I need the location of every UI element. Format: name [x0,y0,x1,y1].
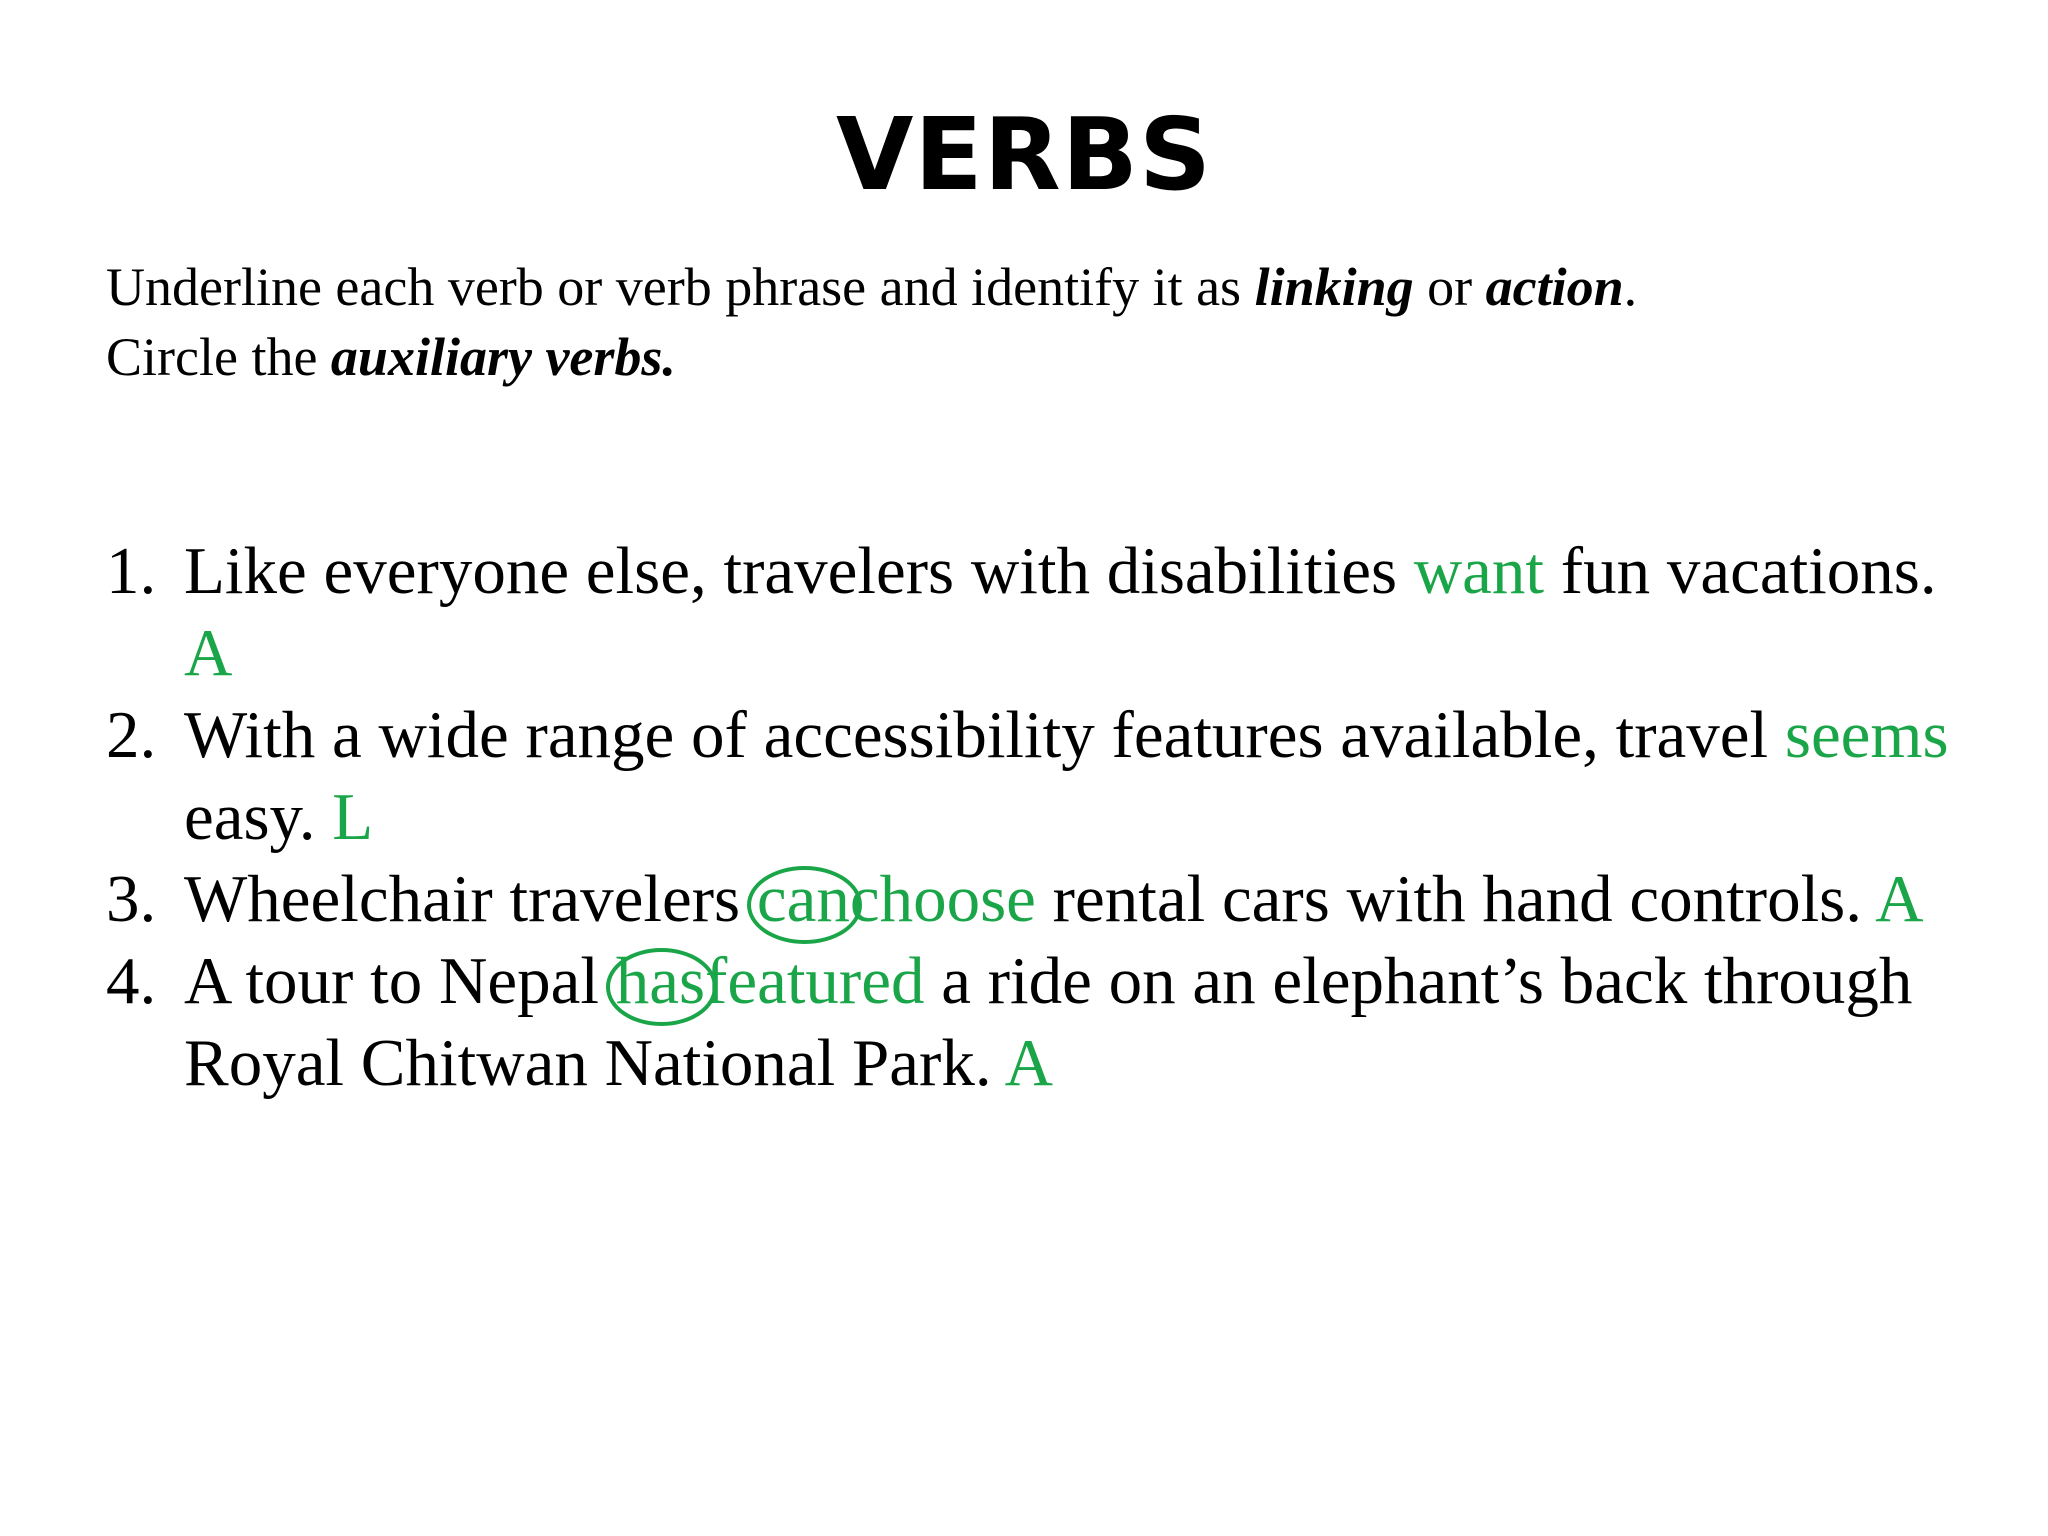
exercise-item-3 [106,858,1966,940]
verb-answer: seems [1784,698,1949,772]
verb-type-answer: L [332,780,374,854]
exercise-item-1 [106,530,1966,694]
verb-type-answer: A [1875,862,1924,936]
exercise-item-4 [106,940,1966,1104]
action-term: action [1485,257,1624,317]
instructions-period: . [1623,257,1638,317]
exercise-item-2 [106,694,1966,858]
linking-term: linking [1254,257,1414,317]
verb-answer: featured [705,944,925,1018]
sentence-text: A tour to Nepal [184,944,616,1018]
item-number: 1. [106,534,157,608]
auxiliary-verb-circled [757,858,850,940]
sentence-text: fun vacations. [1544,534,1937,608]
sentence-text: Like everyone else, travelers with disabilities [184,534,1414,608]
item-sentence [184,694,1966,858]
sentence-text: a ride on an elephant’s back through Royal Chitwan National Park. [184,944,1913,1100]
instructions-text-2: Circle the [106,327,331,387]
item-number: 2. [106,698,157,772]
item-sentence [184,940,1966,1104]
slide-title: VERBS [836,96,1212,213]
instructions-line-2 [106,322,1966,392]
sentence-text: rental cars with hand controls. [1035,862,1876,936]
auxiliary-verb: has [615,944,706,1018]
sentence-text: easy. [184,780,333,854]
sentence-text: Wheelchair travelers [184,862,757,936]
instructions-text: Underline each verb or verb phrase and identify it as [106,257,1255,317]
auxiliary-verb: can [756,862,850,936]
verb-type-answer: A [184,616,233,690]
instructions-line-1 [106,252,1966,322]
item-sentence [184,530,1966,694]
item-number: 4. [106,944,157,1018]
sentence-text: With a wide range of accessibility features available, travel [184,698,1785,772]
instructions-or: or [1413,257,1486,317]
item-sentence [184,858,1966,940]
verb-answer: choose [849,862,1036,936]
instructions [106,252,1966,392]
item-number: 3. [106,862,157,936]
auxiliary-term: auxiliary verbs. [330,327,676,387]
verb-answer: want [1413,534,1545,608]
auxiliary-verb-circled [616,940,705,1022]
verb-type-answer: A [1004,1026,1054,1100]
exercise-list [106,530,1966,1104]
